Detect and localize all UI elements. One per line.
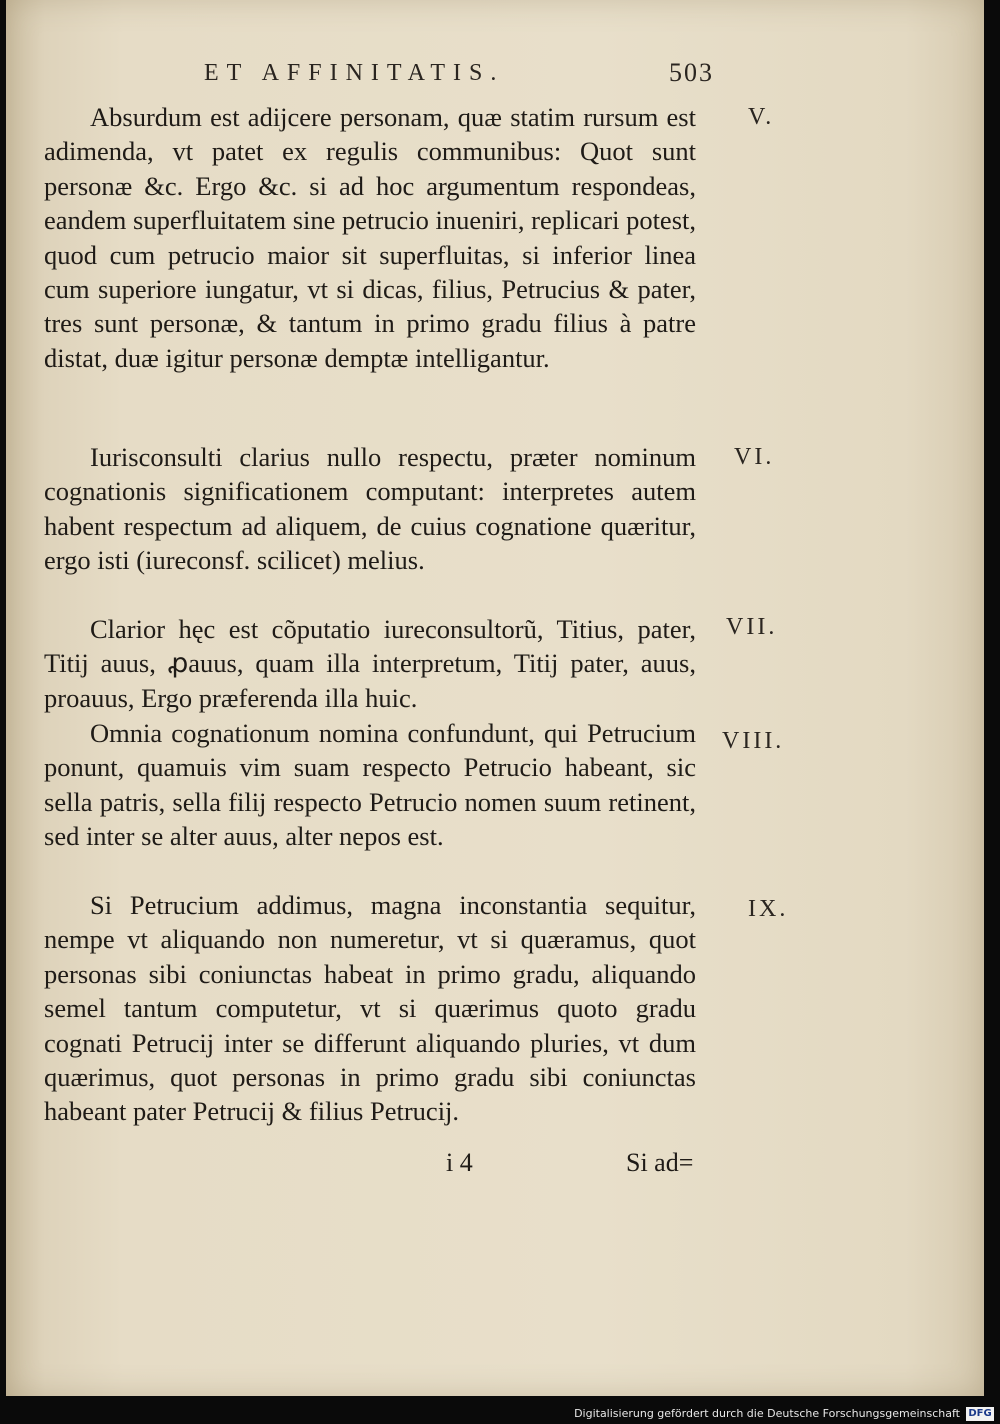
- paragraph-vii: Clarior hęc est cõputatio iureconsultorũ, Titius, pater, Titij auus, ꝓauus, quam illa interpretum, Titij pater, auus, proauus, Ergo præferenda illa huic.: [44, 614, 696, 713]
- margin-numeral-v: V.: [748, 104, 775, 130]
- margin-numeral-vi: VI.: [734, 444, 775, 470]
- page-number: 503: [669, 58, 714, 87]
- catchword: Si ad=: [626, 1148, 694, 1177]
- digitization-credit: Digitalisierung gefördert durch die Deutsche Forschungsgemeinschaft: [574, 1407, 960, 1420]
- paragraph-viii: Omnia cognationum nomina confundunt, qui Petrucium ponunt, quamuis vim suam respecto Petrucio habeant, sic sella patris, sella filij respecto Petrucio nomen suum retinent, sed inter se alter auus, alter nepos est.: [44, 718, 696, 852]
- paragraph-ix: Si Petrucium addimus, magna inconstantia sequitur, nempe vt aliquando non numeretur, vt si quæramus, quot personas sibi coniunctas habeat in primo gradu, aliquando semel tantum computetur, vt si quærimus quoto gradu cognati Petrucij inter se differunt aliquando pluries, vt dum quærimus, quot personas in primo gradu sibi coniunctas habeant pater Petrucij & filius Petrucij.: [44, 890, 696, 1127]
- running-title: ET AFFINITATIS.: [204, 60, 505, 86]
- margin-numeral-ix: IX.: [748, 896, 789, 922]
- paragraph-v: Absurdum est adijcere personam, quæ statim rursum est adimenda, vt patet ex regulis communibus: Quot sunt personæ &c. Ergo &c. si ad hoc argumentum respondeas, eandem superfluitatem sine petrucio inueniri, replicari potest, quod cum petrucio maior sit superfluitas, si inferior linea cum superiore iungatur, vt si dicas, filius, Petrucius & pater, tres sunt personæ, & tantum in primo gradu filius à patre distat, duæ igitur personæ demptæ intelligantur.: [44, 102, 696, 373]
- paragraph-vi: Iurisconsulti clarius nullo respectu, præter nominum cognationis significationem computant: interpretes autem habent respectum ad aliquem, de cuius cognatione quæritur, ergo isti (iureconsf. scilicet) melius.: [44, 442, 696, 576]
- page-header: [204, 60, 714, 87]
- body-text: [44, 100, 696, 1129]
- margin-numeral-viii: VIII.: [722, 728, 785, 754]
- book-page: [6, 0, 984, 1396]
- signature-mark: i 4: [446, 1148, 473, 1177]
- dfg-logo-icon: DFG: [966, 1407, 994, 1421]
- margin-numeral-vii: VII.: [726, 614, 778, 640]
